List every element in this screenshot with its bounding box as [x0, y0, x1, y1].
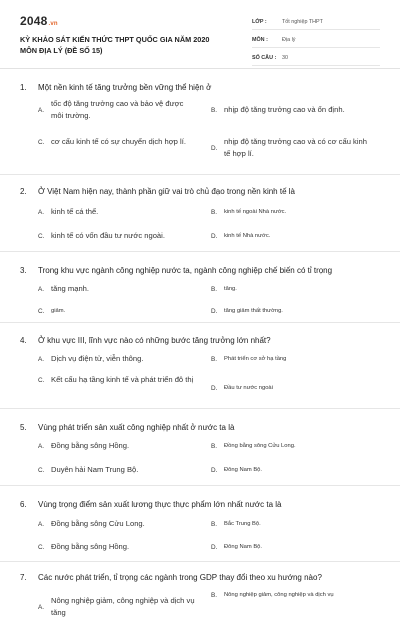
option-letter: D.	[211, 307, 218, 315]
option-c[interactable]	[38, 541, 198, 553]
question-list	[0, 68, 400, 622]
question-text: Ở khu vực III, lĩnh vực nào có những bước tăng trưởng lớn nhất?	[38, 336, 271, 345]
exam-meta	[252, 15, 380, 69]
question-text: Vùng phát triển sản xuất công nghiệp nhất ở nước ta là	[38, 423, 235, 432]
question-2	[0, 175, 400, 252]
logo-suffix: .vn	[48, 21, 58, 27]
option-letter: D.	[211, 144, 218, 152]
question-text: Một nền kinh tế tăng trưởng bền vững thể hiện ở	[38, 83, 212, 92]
option-text: kinh tế Nhà nước.	[224, 233, 271, 239]
exam-header	[0, 0, 400, 69]
question-number: 7.	[20, 573, 27, 582]
meta-value: 30	[282, 55, 288, 61]
option-text: Phát triển cơ sở hạ tầng	[224, 356, 287, 362]
option-text: Đầu tư nước ngoài	[224, 385, 273, 391]
question-header	[20, 323, 380, 345]
meta-row-subject	[252, 33, 380, 48]
question-header	[20, 486, 380, 509]
question-7	[0, 562, 400, 622]
option-text: giảm.	[51, 308, 66, 314]
option-d[interactable]	[211, 382, 381, 394]
option-letter: C.	[38, 138, 45, 146]
option-letter: C.	[38, 466, 45, 474]
option-text: tăng.	[224, 286, 237, 292]
meta-key: LỚP :	[252, 19, 267, 25]
option-b[interactable]	[211, 353, 381, 365]
meta-value: Địa lý	[282, 37, 296, 43]
option-c[interactable]	[38, 374, 198, 386]
option-text: Dịch vụ điện tử, viễn thông.	[51, 354, 144, 363]
option-letter: C.	[38, 543, 45, 551]
option-a[interactable]	[38, 206, 198, 218]
option-text: Bắc Trung Bộ.	[224, 521, 261, 527]
option-letter: A.	[38, 106, 45, 114]
option-text: kinh tế ngoài Nhà nước.	[224, 209, 287, 215]
site-logo[interactable]	[20, 14, 58, 28]
question-text: Vùng trọng điểm sản xuất lương thực thực phẩm lớn nhất nước ta là	[38, 500, 282, 509]
option-text: nhịp độ tăng trưởng cao và ổn định.	[224, 105, 345, 114]
option-text: kinh tế có vốn đầu tư nước ngoài.	[51, 231, 165, 240]
option-b[interactable]	[211, 589, 386, 601]
question-text: Các nước phát triển, tỉ trọng các ngành trong GDP thay đổi theo xu hướng nào?	[38, 573, 322, 582]
option-letter: B.	[211, 591, 218, 599]
option-text: kinh tế cá thể.	[51, 207, 99, 216]
option-d[interactable]	[211, 305, 381, 317]
option-d[interactable]	[211, 230, 381, 242]
option-letter: B.	[211, 106, 218, 114]
option-letter: D.	[211, 466, 218, 474]
question-number: 1.	[20, 83, 27, 92]
option-letter: A.	[38, 208, 45, 216]
question-text: Trong khu vực ngành công nghiệp nước ta, ngành công nghiệp chế biến có tỉ trọng	[38, 266, 333, 275]
option-a[interactable]	[38, 440, 198, 452]
option-a[interactable]	[38, 98, 188, 122]
meta-row-class	[252, 15, 380, 30]
question-header	[20, 409, 380, 432]
option-c[interactable]	[38, 305, 198, 317]
option-letter: D.	[211, 232, 218, 240]
option-text: Đồng bằng sông Cửu Long.	[51, 519, 145, 528]
question-4	[0, 323, 400, 409]
option-d[interactable]	[211, 464, 381, 476]
option-text: tăng mạnh.	[51, 284, 89, 293]
option-d[interactable]	[211, 136, 371, 160]
option-letter: A.	[38, 603, 45, 611]
option-a[interactable]	[38, 518, 198, 530]
option-b[interactable]	[211, 283, 381, 295]
question-1	[0, 68, 400, 175]
option-text: nhịp độ tăng trưởng cao và có cơ cấu kinh tế hợp lí.	[224, 137, 367, 158]
exam-title	[20, 34, 250, 56]
option-letter: C.	[38, 307, 45, 315]
exam-title-line1: KỲ KHẢO SÁT KIẾN THỨC THPT QUỐC GIA NĂM 2020	[20, 35, 210, 44]
option-text: cơ cấu kinh tế có sự chuyển dịch hợp lí.	[51, 137, 186, 146]
meta-key: MÔN :	[252, 37, 268, 43]
option-a[interactable]	[38, 353, 198, 365]
meta-row-count	[252, 51, 380, 66]
option-text: Đông Nam Bộ.	[224, 467, 263, 473]
meta-value: Tốt nghiệp THPT	[282, 19, 323, 25]
question-number: 6.	[20, 500, 27, 509]
option-letter: A.	[38, 442, 45, 450]
option-letter: B.	[211, 520, 218, 528]
option-letter: B.	[211, 442, 218, 450]
option-a[interactable]	[38, 283, 198, 295]
option-c[interactable]	[38, 136, 188, 148]
option-c[interactable]	[38, 464, 198, 476]
option-b[interactable]	[211, 104, 386, 116]
option-text: Đồng bằng sông Hồng.	[51, 441, 130, 450]
meta-key: SỐ CÂU :	[252, 55, 277, 61]
option-text: Đồng bằng sông Cửu Long.	[224, 443, 296, 449]
question-6	[0, 486, 400, 562]
question-header	[20, 68, 380, 92]
option-b[interactable]	[211, 518, 381, 530]
logo-text: 2048	[20, 14, 48, 28]
option-letter: A.	[38, 520, 45, 528]
option-letter: B.	[211, 208, 218, 216]
option-letter: C.	[38, 376, 45, 384]
option-text: Đông Nam Bộ.	[224, 544, 263, 550]
option-a[interactable]	[38, 595, 203, 619]
option-letter: D.	[211, 543, 218, 551]
option-text: Nông nghiệp giảm, công nghiệp và dịch vụ	[224, 592, 334, 598]
question-number: 5.	[20, 423, 27, 432]
option-text: Nông nghiệp giảm, công nghiệp và dịch vụ tăng	[51, 596, 195, 617]
option-letter: A.	[38, 355, 45, 363]
option-b[interactable]	[211, 440, 381, 452]
option-b[interactable]	[211, 206, 381, 218]
question-header	[20, 252, 380, 275]
option-text: Duyên hải Nam Trung Bộ.	[51, 465, 139, 474]
option-letter: A.	[38, 285, 45, 293]
question-header	[20, 562, 380, 582]
option-c[interactable]	[38, 230, 208, 242]
option-letter: C.	[38, 232, 45, 240]
question-number: 4.	[20, 336, 27, 345]
question-number: 3.	[20, 266, 27, 275]
option-d[interactable]	[211, 541, 381, 553]
option-text: Kết cấu hạ tầng kinh tế và phát triển đô thị	[51, 375, 194, 384]
option-text: tăng giảm thất thường.	[224, 308, 283, 314]
option-letter: B.	[211, 285, 218, 293]
question-text: Ở Việt Nam hiện nay, thành phần giữ vai trò chủ đạo trong nền kinh tế là	[38, 187, 295, 196]
question-header	[20, 175, 380, 196]
option-text: tốc độ tăng trưởng cao và bảo vệ được môi trường.	[51, 99, 184, 120]
question-3	[0, 252, 400, 323]
exam-title-line2: MÔN ĐỊA LÝ (ĐỀ SỐ 15)	[20, 46, 103, 55]
question-number: 2.	[20, 187, 27, 196]
question-5	[0, 409, 400, 486]
option-text: Đồng bằng sông Hồng.	[51, 542, 130, 551]
option-letter: D.	[211, 384, 218, 392]
option-letter: B.	[211, 355, 218, 363]
